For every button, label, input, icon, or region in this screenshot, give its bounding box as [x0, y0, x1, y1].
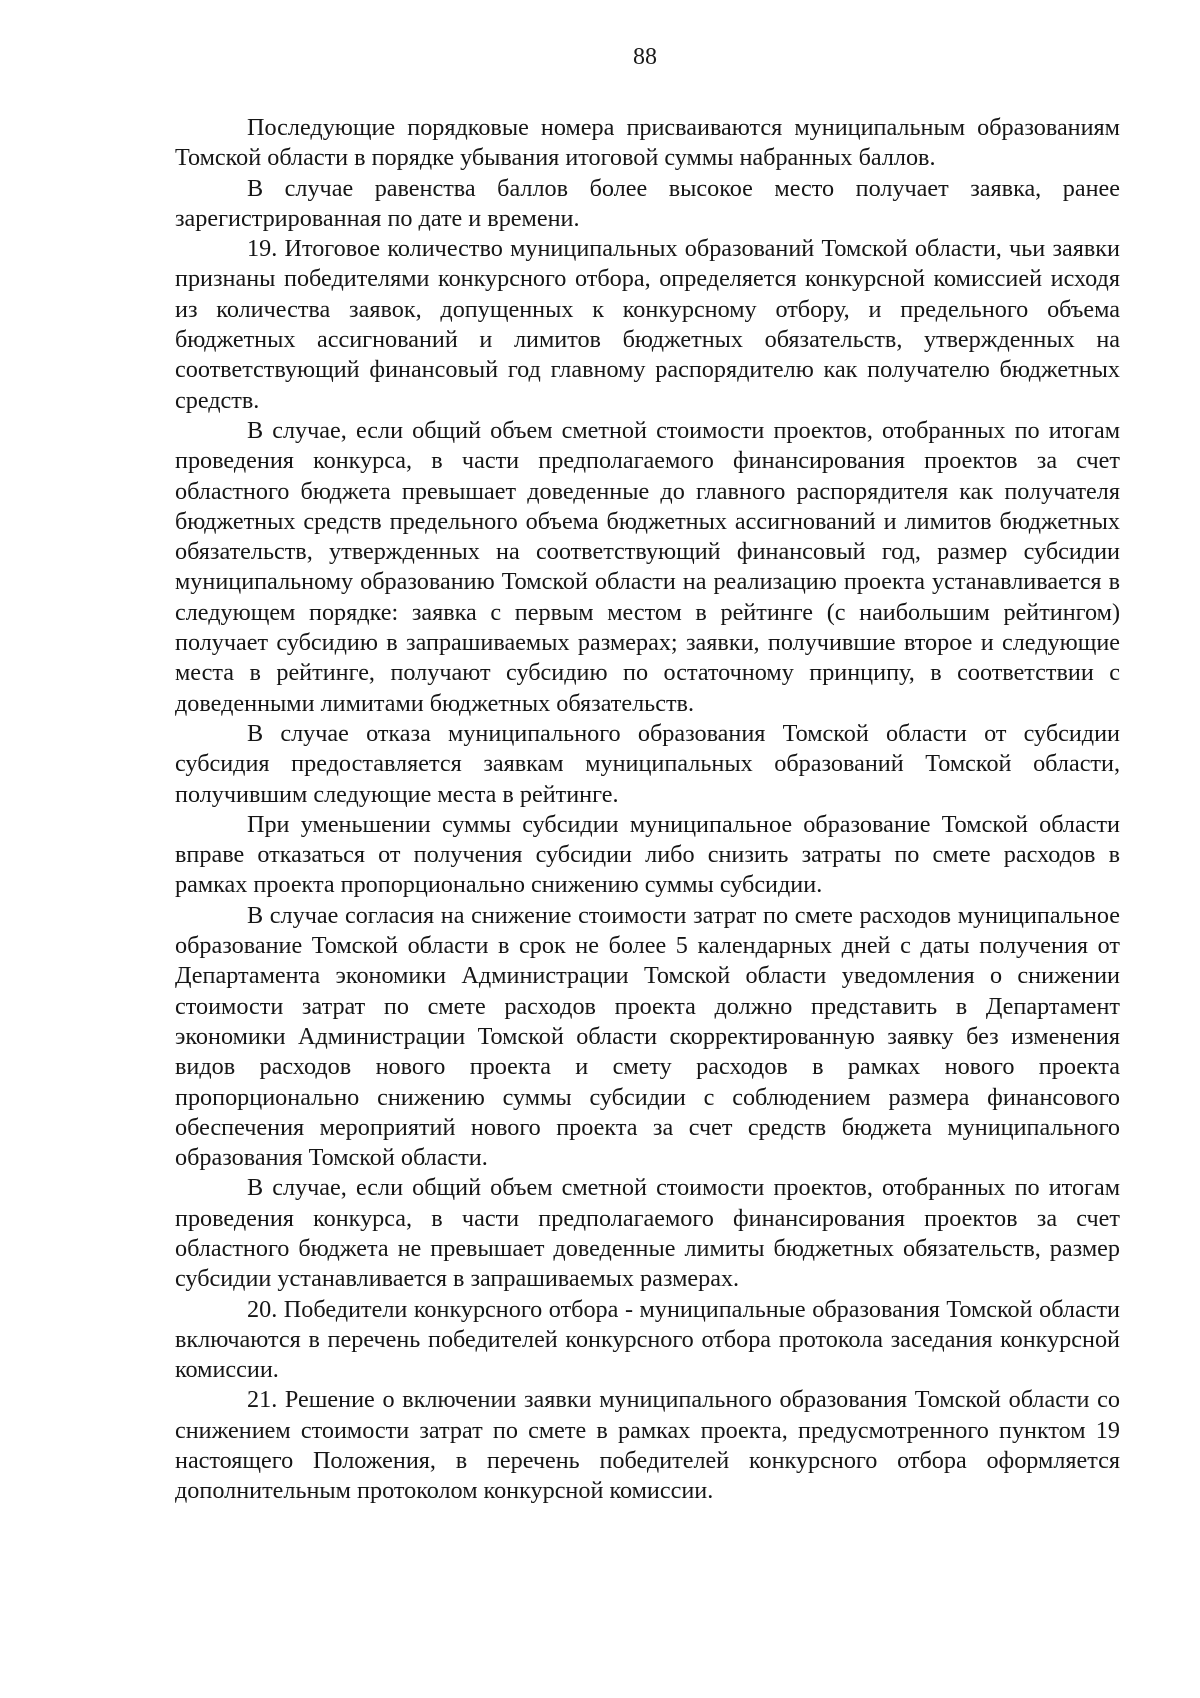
paragraph: В случае, если общий объем сметной стоимости проектов, отобранных по итогам проведения конкурса, в части предполагаемого финансирования проектов за счет областного бюджета превышает доведенные до главного распорядителя как получателя бюджетных средств предельного объема бюджетных ассигнований и лимитов бюджетных обязательств, утвержденных на соответствующий финансовый год, размер субсидии муниципальному образованию Томской области на реализацию проекта устанавливается в следующем порядке: заявка с первым местом в рейтинге (с наибольшим рейтингом) получает субсидию в запрашиваемых размерах; заявки, получившие второе и следующие места в рейтинге, получают субсидию по остаточному принципу, в соответствии с доведенными лимитами бюджетных обязательств. [175, 416, 1120, 717]
paragraph-item-20: 20. Победители конкурсного отбора - муниципальные образования Томской области включаются в перечень победителей конкурсного отбора протокола заседания конкурсной комиссии. [175, 1295, 1120, 1384]
document-body [175, 113, 1120, 1507]
paragraph-item-19: 19. Итоговое количество муниципальных образований Томской области, чьи заявки признаны победителями конкурсного отбора, определяется конкурсной комиссией исходя из количества заявок, допущенных к конкурсному отбору, и предельного объема бюджетных ассигнований и лимитов бюджетных обязательств, утвержденных на соответствующий финансовый год главному распорядителю как получателю бюджетных средств. [175, 235, 1120, 414]
paragraph: Последующие порядковые номера присваиваются муниципальным образованиям Томской области в порядке убывания итоговой суммы набранных баллов. [175, 114, 1120, 172]
paragraph: В случае отказа муниципального образования Томской области от субсидии субсидия предоставляется заявкам муниципальных образований Томской области, получившим следующие места в рейтинге. [175, 719, 1120, 808]
page-number: 88 [633, 44, 657, 70]
paragraph: В случае, если общий объем сметной стоимости проектов, отобранных по итогам проведения конкурса, в части предполагаемого финансирования проектов за счет областного бюджета не превышает доведенные лимиты бюджетных обязательств, размер субсидии устанавливается в запрашиваемых размерах. [175, 1174, 1120, 1293]
paragraph: При уменьшении суммы субсидии муниципальное образование Томской области вправе отказаться от получения субсидии либо снизить затраты по смете расходов в рамках проекта пропорционально снижению суммы субсидии. [175, 810, 1120, 899]
paragraph-item-21: 21. Решение о включении заявки муниципального образования Томской области со снижением стоимости затрат по смете в рамках проекта, предусмотренного пунктом 19 настоящего Положения, в перечень победителей конкурсного отбора оформляется дополнительным протоколом конкурсной комиссии. [175, 1386, 1120, 1505]
paragraph: В случае равенства баллов более высокое место получает заявка, ранее зарегистрированная по дате и времени. [175, 174, 1120, 232]
paragraph: В случае согласия на снижение стоимости затрат по смете расходов муниципальное образование Томской области в срок не более 5 календарных дней с даты получения от Департамента экономики Администрации Томской области уведомления о снижении стоимости затрат по смете расходов проекта должно представить в Департамент экономики Администрации Томской области скорректированную заявку без изменения видов расходов нового проекта и смету расходов в рамках нового проекта пропорционально снижению суммы субсидии с соблюдением размера финансового обеспечения мероприятий нового проекта за счет средств бюджета муниципального образования Томской области. [175, 901, 1120, 1172]
